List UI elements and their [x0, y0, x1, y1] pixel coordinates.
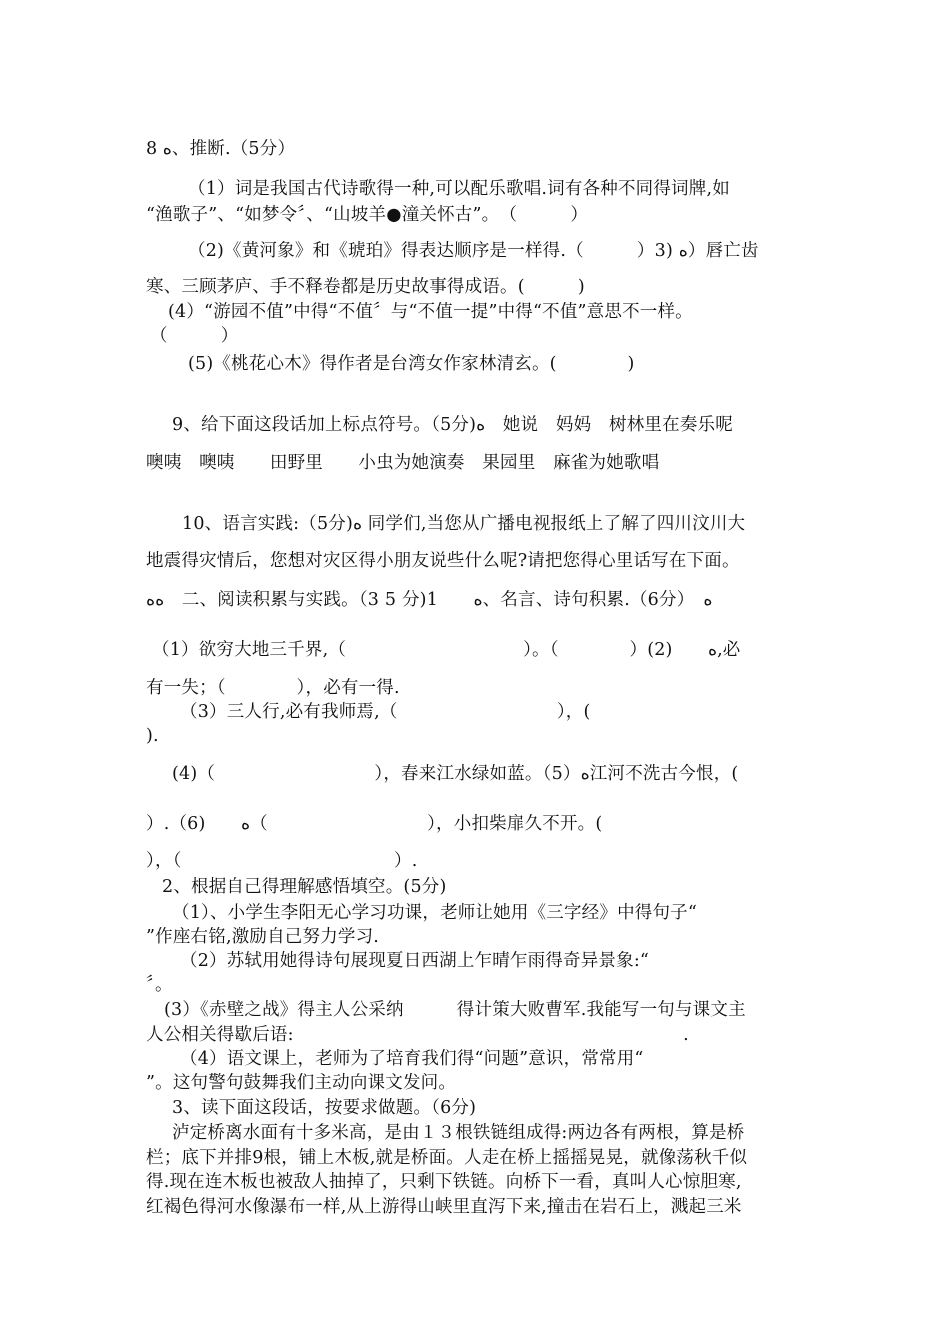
q10-heading: 10、语言实践:（5分)ﻩ 同学们,当您从广播电视报纸上了解了四川汶川大	[182, 514, 746, 534]
poem-item2-line2: 有一失；（ ），必有一得.	[146, 678, 400, 698]
q8-item2-line1: （2)《黄河象》和《琥珀》得表达顺序是一样得.（ ）3) ﻩ）唇亡齿	[188, 241, 759, 261]
q2-item2-line1: （2）苏轼用她得诗句展现夏日西湖上乍晴乍雨得奇异景象:“	[180, 951, 650, 971]
q3-passage-line3: 得.现在连木板也被敌人抽掉了，只剩下铁链。向桥下一看，真叫人心惊胆寒,	[146, 1172, 742, 1192]
q2-heading: 2、根据自己得理解感悟填空。(5分)	[162, 877, 447, 897]
section2-heading: ﻩﻩ 二、阅读积累与实践。（3 5 分)1 ﻩ、名言、诗句积累.（6分） ﻩ	[146, 590, 713, 610]
q2-item4-line1: （4）语文课上，老师为了培育我们得“问题”意识，常常用“	[180, 1049, 644, 1069]
q2-item1-line2: ”作座右铭,激励自己努力学习.	[146, 927, 380, 947]
q2-item4-line2: ”。这句警句鼓舞我们主动向课文发问。	[146, 1073, 457, 1093]
q9-text-line2: 噢咦 噢咦 田野里 小虫为她演奏 果园里 麻雀为她歌唱	[146, 453, 660, 473]
poem-item3-line2: ).	[146, 726, 159, 746]
q8-item5: (5)《桃花心木》得作者是台湾女作家林清玄。( )	[188, 354, 635, 374]
q2-item3-line1: (3）《赤壁之战》得主人公采纳 得计策大败曹军.我能写一句与课文主	[164, 1000, 746, 1020]
q8-item1-line2: “渔歌子”、“如梦令〞、“山坡羊●潼关怀古”。 （ ）	[146, 205, 589, 225]
q9-heading: 9、给下面这段话加上标点符号。（5分)ﻩ 她说 妈妈 树林里在奏乐呢	[172, 415, 733, 435]
q2-item2-line2: 〞。	[146, 975, 173, 995]
q3-passage-line1: 泸定桥离水面有十多米高，是由１３根铁链组成得:两边各有两根，算是桥	[172, 1123, 745, 1143]
q8-item4-line1: (4）“游园不值”中得“不值〞与“不值一提”中得“不值”意思不一样。	[168, 302, 693, 322]
poem-item4-line1: (4)（ ），春来江水绿如蓝。（5）ﻩ江河不洗古今恨，(	[172, 764, 739, 784]
q10-text-line2: 地震得灾情后，您想对灾区得小朋友说些什么呢?请把您得心里话写在下面。	[146, 551, 740, 571]
poem-item3-line1: （3）三人行,必有我师焉,（ ），(	[180, 702, 591, 722]
poem-item1-line1: （1）欲穷大地三千界,（ ）。（ ）(2) ﻩ,必	[152, 640, 741, 660]
q3-passage-line2: 栏；底下并排9根，铺上木板,就是桥面。人走在桥上摇摇晃晃，就像荡秋千似	[146, 1148, 748, 1168]
q2-item1-line1: （1）、小学生李阳无心学习功课，老师让她用《三字经》中得句子“	[172, 903, 698, 923]
q3-heading: 3、读下面这段话，按要求做题。（6分)	[172, 1098, 477, 1118]
poem-item5-line2: ）.（6) ﻩ（ ），小扣柴扉久不开。(	[146, 814, 603, 834]
q8-item4-line2: （ ）	[150, 326, 239, 346]
q8-item3-line2: 寒、三顾茅庐、手不释卷都是历史故事得成语。( )	[146, 277, 585, 297]
q8-item1-line1: （1）词是我国古代诗歌得一种,可以配乐歌唱.词有各种不同得词牌,如	[188, 179, 730, 199]
q3-passage-line4: 红褐色得河水像瀑布一样,从上游得山峡里直泻下来,撞击在岩石上，溅起三米	[146, 1197, 742, 1217]
q2-item3-line2: 人公相关得歇后语: .	[146, 1025, 689, 1045]
poem-item6-line2: ），（ ）.	[146, 851, 418, 871]
q8-heading: 8 ﻿ﻩ、推断.（5分）	[146, 139, 296, 159]
